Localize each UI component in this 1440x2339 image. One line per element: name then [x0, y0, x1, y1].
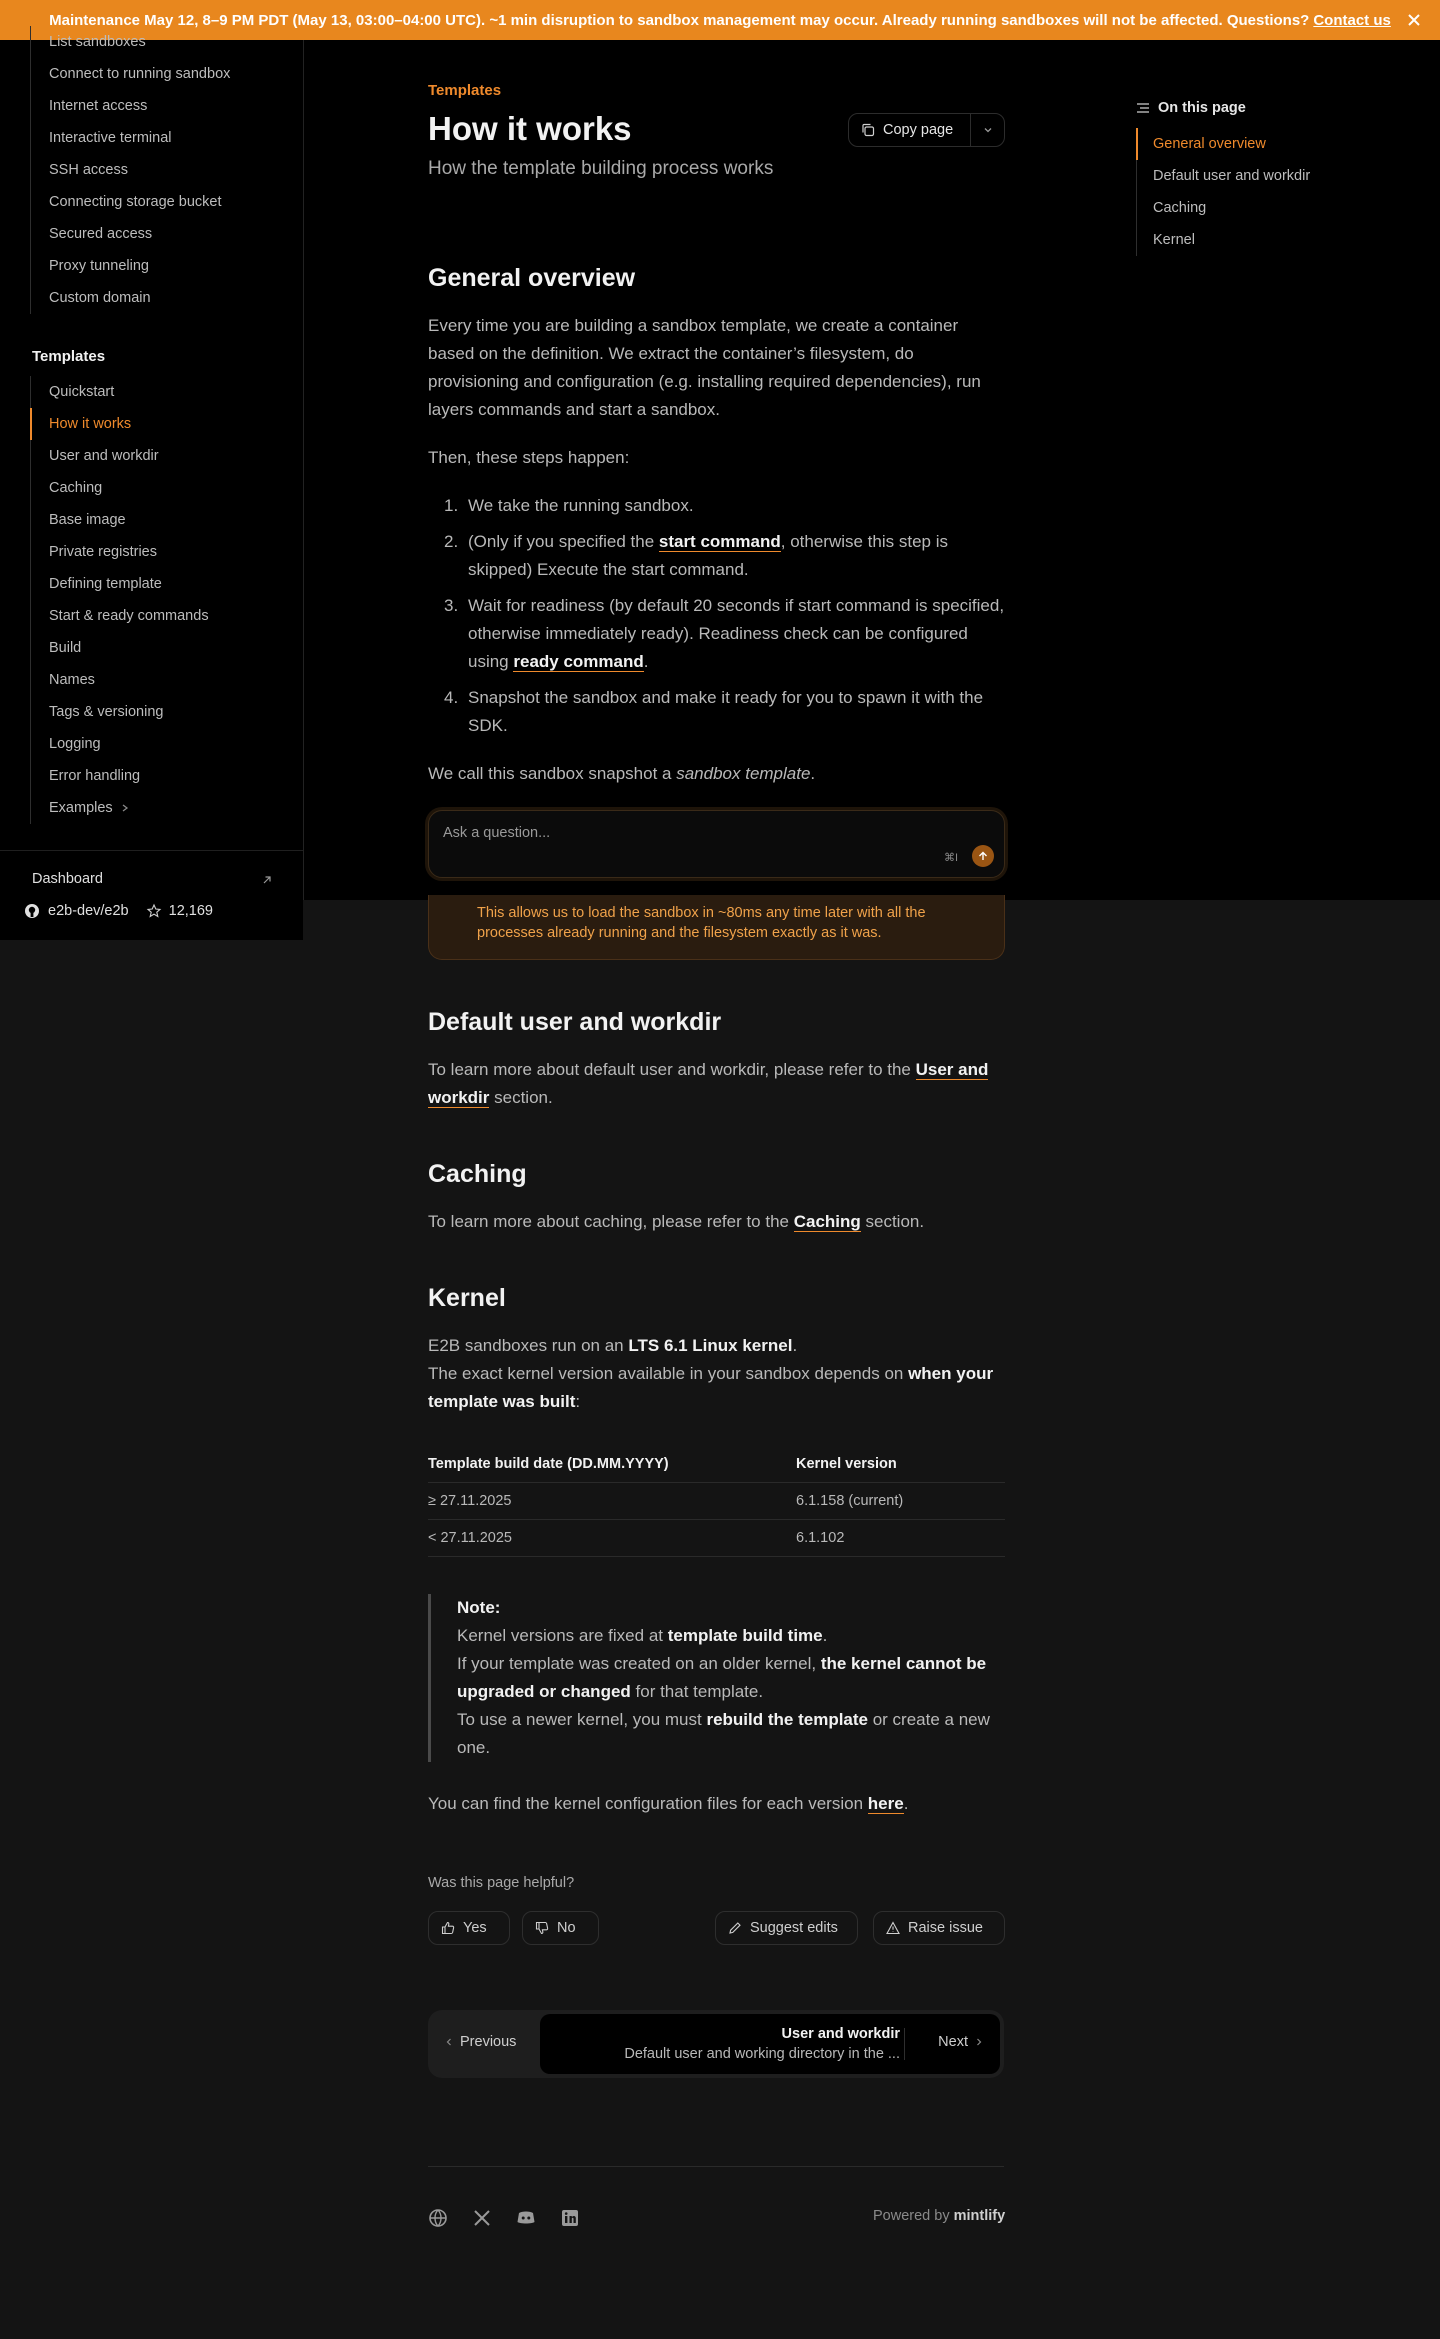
snapshot-text-b: . — [810, 764, 816, 783]
table-row — [428, 1483, 1005, 1520]
github-link[interactable] — [24, 903, 213, 919]
raise-issue-button[interactable] — [873, 1911, 1005, 1945]
step2-text-a: (Only if you specified the — [468, 532, 659, 551]
kernel1-bold: LTS 6.1 Linux kernel — [628, 1336, 793, 1355]
sidebar-item-ssh-access[interactable]: SSH access — [49, 162, 128, 178]
toc-item-caching[interactable]: Caching — [1153, 200, 1207, 216]
close-icon[interactable] — [1404, 10, 1424, 30]
here-link[interactable]: here — [867, 1794, 904, 1813]
note1-b: template build time — [667, 1626, 823, 1645]
info-callout — [428, 895, 1005, 960]
kernel-paragraph-2 — [428, 1360, 1008, 1416]
list-number: 3. — [444, 596, 459, 615]
sidebar-item-examples-label: Examples — [49, 800, 113, 816]
ready-command-link[interactable]: ready command — [513, 652, 644, 671]
sidebar — [0, 34, 304, 919]
sidebar-item-logging[interactable]: Logging — [49, 736, 101, 752]
list-text: Snapshot the sandbox and make it ready for you to spawn it with the SDK. — [468, 688, 984, 735]
chevron-right-icon — [121, 804, 129, 812]
note3-c: or create a new one. — [457, 1710, 990, 1757]
powered-prefix: Powered by — [873, 2208, 950, 2224]
user-text-a: To learn more about default user and workdir, please refer to the — [428, 1060, 916, 1079]
snapshot-emphasis: sandbox template — [676, 764, 811, 783]
note-title — [457, 1594, 1005, 1622]
next-page-title: User and workdir — [781, 2026, 900, 2042]
globe-icon[interactable] — [428, 2208, 448, 2228]
table-cell: < 27.11.2025 — [428, 1530, 512, 1546]
list-text — [468, 528, 1008, 584]
ask-question-box[interactable] — [428, 810, 1005, 878]
sidebar-group-templates: Templates — [32, 348, 106, 365]
raise-issue-label: Raise issue — [908, 1920, 983, 1936]
caching-text-a: To learn more about caching, please refer to the — [428, 1212, 794, 1231]
list-item — [428, 684, 1008, 740]
previous-link[interactable] — [446, 2034, 516, 2050]
page-navigation — [428, 2010, 1004, 2078]
list-item — [428, 492, 1008, 520]
github-repo: e2b-dev/e2b — [48, 903, 129, 919]
sidebar-item-examples[interactable] — [31, 792, 290, 824]
yes-label: Yes — [463, 1920, 487, 1936]
copy-page-main[interactable] — [849, 114, 971, 146]
note1-a: Kernel versions are fixed at — [457, 1626, 668, 1645]
sidebar-item-storage-bucket[interactable]: Connecting storage bucket — [49, 194, 222, 210]
page-subtitle: How the template building process works — [428, 158, 774, 179]
warning-icon — [886, 1921, 900, 1935]
user-workdir-link[interactable]: User and workdir — [428, 1060, 989, 1107]
copy-icon — [861, 123, 875, 137]
config-paragraph — [428, 1790, 1008, 1818]
sidebar-item-names[interactable]: Names — [49, 672, 95, 688]
note2-b: the kernel cannot be upgraded or changed — [457, 1654, 987, 1701]
star-icon — [147, 904, 161, 918]
kernel-table — [428, 1446, 1005, 1557]
heading-kernel: Kernel — [428, 1284, 506, 1312]
toc-item-default-user[interactable]: Default user and workdir — [1153, 168, 1311, 184]
note1-c: . — [822, 1626, 828, 1645]
list-number: 2. — [444, 532, 459, 551]
list-item — [428, 592, 1008, 676]
linkedin-icon[interactable] — [560, 2208, 580, 2228]
note2-a: If your template was created on an older kernel, — [457, 1654, 821, 1673]
step3-text-a: Wait for readiness (by default 20 seconds if start command is specified, otherwise immediately ready). Readiness check can be configured using — [468, 596, 1005, 671]
list-text: We take the running sandbox. — [468, 496, 694, 515]
thumbs-down-icon — [535, 1921, 549, 1935]
sidebar-sandbox-list — [30, 26, 290, 314]
list-number: 1. — [444, 496, 459, 515]
sidebar-item-how-it-works[interactable]: How it works — [30, 408, 290, 440]
sidebar-item-proxy-tunneling[interactable]: Proxy tunneling — [49, 258, 149, 274]
table-cell: 6.1.102 — [796, 1530, 845, 1546]
previous-label: Previous — [460, 2034, 517, 2050]
sidebar-item-build[interactable]: Build — [49, 640, 82, 656]
kernel1-text-c: . — [792, 1336, 798, 1355]
config-text-b: . — [903, 1794, 909, 1813]
list-item — [428, 528, 1008, 584]
kernel2-text-c: : — [575, 1392, 581, 1411]
table-header-row — [428, 1446, 1005, 1483]
list-text — [468, 592, 1008, 676]
sidebar-item-defining-template[interactable]: Defining template — [49, 576, 162, 592]
note-line-1 — [457, 1622, 1005, 1650]
banner-text: Maintenance May 12, 8–9 PM PDT (May 13, 03:00–04:00 UTC). ~1 min disruption to sandbox management may occur. Already running sandboxes will not be affected. Questions? — [49, 11, 1310, 29]
user-text-b: section. — [489, 1088, 553, 1107]
toc-title-label: On this page — [1158, 100, 1246, 116]
thumbs-up-icon — [441, 1921, 455, 1935]
sidebar-item-interactive-terminal[interactable]: Interactive terminal — [49, 130, 172, 146]
toc-item-general-overview[interactable]: General overview — [1136, 128, 1310, 160]
callout-text: This allows us to load the sandbox in ~80ms any time later with all the processes already running and the filesystem exactly as it was. — [477, 905, 926, 941]
dashboard-link[interactable]: Dashboard — [32, 871, 103, 887]
caching-text-b: section. — [860, 1212, 925, 1231]
footer-divider — [428, 2166, 1004, 2167]
next-label: Next — [938, 2034, 968, 2050]
note-title-text: Note: — [457, 1598, 501, 1617]
user-paragraph — [428, 1056, 1008, 1112]
start-command-link[interactable]: start command — [658, 532, 781, 551]
kernel2-text-a: The exact kernel version available in your sandbox depends on — [428, 1364, 909, 1383]
x-twitter-icon[interactable] — [472, 2208, 492, 2228]
list-icon — [1136, 101, 1150, 115]
kernel2-bold: when your template was built — [428, 1364, 994, 1411]
pencil-icon — [728, 1921, 742, 1935]
sidebar-item-error-handling[interactable]: Error handling — [49, 768, 141, 784]
sidebar-item-tags-versioning[interactable]: Tags & versioning — [49, 704, 164, 720]
toc-item-kernel[interactable]: Kernel — [1153, 232, 1195, 248]
config-text-a: You can find the kernel configuration files for each version — [428, 1794, 868, 1813]
contact-us-link[interactable]: Contact us — [1313, 11, 1391, 29]
sidebar-item-list-sandboxes[interactable]: List sandboxes — [49, 34, 146, 50]
caching-paragraph — [428, 1208, 1008, 1236]
note2-c: for that template. — [630, 1682, 764, 1701]
step3-text-b: . — [643, 652, 649, 671]
github-stars: 12,169 — [168, 903, 213, 919]
powered-brand: mintlify — [953, 2208, 1006, 2224]
no-label: No — [557, 1920, 576, 1936]
sidebar-item-start-ready[interactable]: Start & ready commands — [49, 608, 209, 624]
copy-page-button — [848, 113, 1005, 147]
chevron-left-icon — [446, 2038, 452, 2046]
kernel1-text-a: E2B sandboxes run on an — [428, 1336, 629, 1355]
suggest-edits-label: Suggest edits — [750, 1920, 838, 1936]
no-button[interactable] — [522, 1911, 599, 1945]
table-cell: ≥ 27.11.2025 — [428, 1493, 512, 1509]
sidebar-item-connect-running[interactable]: Connect to running sandbox — [49, 66, 231, 82]
sidebar-item-internet-access[interactable]: Internet access — [49, 98, 148, 114]
next-page-card[interactable] — [540, 2014, 1000, 2074]
github-icon — [24, 903, 40, 919]
breadcrumb[interactable]: Templates — [428, 82, 502, 99]
suggest-edits-button[interactable] — [715, 1911, 858, 1945]
table-row — [428, 1520, 1005, 1557]
toc-list — [1136, 128, 1310, 256]
heading-caching: Caching — [428, 1160, 527, 1188]
note-line-3 — [457, 1706, 1005, 1762]
divider — [904, 2028, 905, 2060]
note-blockquote — [428, 1594, 1005, 1762]
chevron-down-icon[interactable] — [971, 125, 1004, 135]
list-number: 4. — [444, 688, 459, 707]
sidebar-templates-list — [30, 376, 290, 824]
note3-a: To use a newer kernel, you must — [457, 1710, 707, 1729]
next-link[interactable] — [938, 2034, 982, 2050]
note-line-2 — [457, 1650, 1005, 1706]
send-button[interactable] — [972, 845, 994, 867]
heading-default-user: Default user and workdir — [428, 1008, 722, 1036]
toc-title — [1136, 100, 1246, 116]
note3-b: rebuild the template — [706, 1710, 868, 1729]
feedback-question: Was this page helpful? — [428, 1875, 575, 1891]
steps-intro: Then, these steps happen: — [428, 448, 630, 467]
heading-general-overview: General overview — [428, 264, 636, 292]
arrow-up-icon — [978, 851, 988, 861]
external-link-icon — [262, 875, 272, 885]
sidebar-item-private-registries[interactable]: Private registries — [49, 544, 157, 560]
sidebar-item-custom-domain[interactable]: Custom domain — [49, 290, 151, 306]
page-title: How it works — [428, 110, 632, 147]
next-page-description: Default user and working directory in the ... — [624, 2046, 900, 2062]
kernel-paragraph-1 — [428, 1332, 1008, 1360]
sidebar-footer — [0, 850, 303, 940]
overview-paragraph: Every time you are building a sandbox template, we create a container based on the definition. We extract the container’s filesystem, do provisioning and configuration (e.g. installing required dependencies), run layers commands and start a sandbox. — [428, 316, 981, 419]
table-header-kernel-version: Kernel version — [796, 1456, 897, 1472]
chevron-right-icon — [976, 2038, 982, 2046]
sidebar-item-quickstart[interactable]: Quickstart — [49, 384, 115, 400]
copy-page-label: Copy page — [883, 122, 954, 138]
table-header-build-date: Template build date (DD.MM.YYYY) — [428, 1456, 669, 1472]
step2-text-b: , otherwise this step is skipped) Execute the start command. — [468, 532, 948, 579]
sidebar-item-secured-access[interactable]: Secured access — [49, 226, 153, 242]
sidebar-item-base-image[interactable]: Base image — [49, 512, 126, 528]
sidebar-item-user-workdir[interactable]: User and workdir — [49, 448, 159, 464]
snapshot-text-a: We call this sandbox snapshot a — [428, 764, 677, 783]
sidebar-item-caching[interactable]: Caching — [49, 480, 103, 496]
table-cell: 6.1.158 (current) — [796, 1493, 904, 1509]
snapshot-paragraph — [428, 760, 1008, 788]
caching-link[interactable]: Caching — [793, 1212, 861, 1231]
discord-icon[interactable] — [516, 2208, 536, 2228]
ask-input-placeholder[interactable]: Ask a question... — [443, 825, 551, 841]
ask-shortcut: ⌘I — [944, 852, 959, 864]
powered-by[interactable] — [873, 2208, 1005, 2224]
yes-button[interactable] — [428, 1911, 510, 1945]
